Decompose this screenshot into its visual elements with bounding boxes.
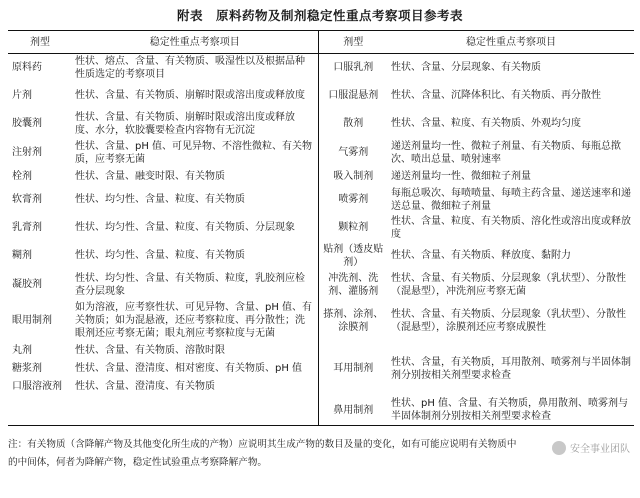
table-title: 附表 原料药物及制剂稳定性重点考察项目参考表 (176, 8, 463, 23)
table-row (8, 82, 634, 110)
dosage-form: 喷雾剂 (338, 194, 369, 205)
dosage-form: 注射剂 (12, 147, 42, 158)
dosage-form: 散剂 (343, 118, 364, 129)
test-items: 如为溶液，应考察性状、可见异物、含量、pH 值、有关物质；如为混悬液，还应考察粒度、再分散性；洗眼剂还应考察无菌；眼丸剂应考察粒度与无菌 (72, 300, 318, 342)
watermark (552, 440, 630, 455)
table-row (8, 396, 634, 426)
dosage-form: 口服混悬剂 (328, 90, 379, 101)
dosage-form: 鼻用制剂 (333, 404, 374, 416)
test-items: 性状、含量、有关物质、崩解时限或溶出度或释放度 (72, 82, 318, 110)
dosage-form: 贴剂（透皮贴剂） (323, 243, 384, 268)
header-right-type: 剂型 (318, 31, 388, 54)
watermark-logo-icon (552, 441, 566, 455)
dosage-form: 口服溶液剂 (12, 381, 62, 392)
dosage-form: 搽剂、涂剂、涂膜剂 (323, 308, 384, 333)
test-items: 性状、含量、有关物质、释放度、黏附力 (391, 250, 571, 261)
dosage-form: 口服乳剂 (333, 62, 374, 74)
dosage-form: 气雾剂 (338, 147, 369, 158)
test-items: 性状、均匀性、含量、有关物质、粒度，乳胶剂应检查分层现象 (72, 270, 318, 300)
dosage-form: 颗粒剂 (338, 222, 369, 233)
test-items: 每瓶总吸次、每喷喷量、每喷主药含量、递送速率和递送总量、微细粒子剂量 (391, 187, 631, 212)
test-items: 性状、含量、澄清度、有关物质 (72, 378, 318, 396)
test-items: 性状、含量、有关物质、崩解时限或溶出度或释放度、水分，软胶囊要检查内容物有无沉淀 (72, 110, 318, 138)
test-items: 性状、含量、粒度、有关物质、外观均匀度 (391, 118, 581, 129)
dosage-form: 凝胶剂 (12, 279, 42, 290)
header-left-type: 剂型 (8, 31, 72, 54)
test-items: 性状、含量、融变时限、有关物质 (72, 168, 318, 186)
dosage-form: 耳用制剂 (333, 363, 374, 374)
dosage-form: 吸入制剂 (333, 171, 374, 182)
table-row (8, 54, 634, 82)
table-footnote (8, 436, 634, 472)
dosage-form: 眼用制剂 (12, 315, 52, 326)
test-items: 递送剂量均一性、微细粒子剂量 (391, 171, 531, 182)
dosage-form: 片剂 (12, 90, 32, 101)
dosage-form: 软膏剂 (12, 194, 42, 205)
test-items: 性状、均匀性、含量、粒度、有关物质 (72, 242, 318, 270)
test-items: 性状、含量，有关物质，耳用散剂、喷雾剂与半固体制剂分别按相关剂型要求检查 (391, 356, 631, 381)
test-items: 性状、含量、有关物质、分层现象（乳状型）、分散性（混悬型），涂膜剂还应考察成膜性 (391, 308, 626, 333)
dosage-form: 原料药 (12, 62, 42, 74)
table-row (8, 138, 634, 168)
test-items: 性状、均匀性、含量、粒度、有关物质 (72, 186, 318, 214)
table-row (8, 110, 634, 138)
test-items: 性状、含量、分层现象、有关物质 (391, 62, 541, 74)
watermark-text: 安全事业团队 (570, 444, 630, 455)
dosage-form: 乳膏剂 (12, 222, 42, 233)
test-items: 性状、pH 值、含量、有关物质，鼻用散剂、喷雾剂与半固体制剂分别按相关剂型要求检查 (391, 398, 629, 423)
test-items: 性状、均匀性、含量、粒度、有关物质、分层现象 (72, 214, 318, 242)
table-row (8, 300, 634, 342)
test-items: 性状、含量、澄清度、相对密度、有关物质、pH 值 (72, 360, 318, 378)
table-row (8, 214, 634, 242)
footnote-line-1: 注：有关物质（含降解产物及其他变化所生成的产物）应说明其生成产物的数目及量的变化，如有可能应说明有关物质中 (8, 439, 517, 450)
test-items: 性状、熔点、含量、有关物质、吸湿性以及根据品种性质选定的考察项目 (72, 54, 318, 82)
table-row (8, 342, 634, 360)
header-left-items: 稳定性重点考察项目 (72, 31, 318, 54)
dosage-form: 糖浆剂 (12, 363, 42, 374)
dosage-form: 冲洗剂、洗剂、灌肠剂 (328, 272, 379, 297)
test-items: 性状、含量、有关物质、溶散时限 (72, 342, 318, 360)
dosage-form: 糊剂 (12, 250, 32, 261)
table-row (8, 270, 634, 300)
dosage-form: 丸剂 (12, 345, 32, 356)
dosage-form: 胶囊剂 (12, 118, 42, 129)
table-header-row (8, 31, 634, 54)
test-items: 性状、含量、粒度、有关物质、溶化性或溶出度或释放度 (391, 215, 631, 240)
footnote-line-2: 的中间体，何者为降解产物，稳定性试验重点考察降解产物。 (8, 457, 268, 468)
header-right-items: 稳定性重点考察项目 (388, 31, 634, 54)
table-row (8, 186, 634, 214)
table-row (8, 242, 634, 270)
table-row (8, 168, 634, 186)
test-items: 性状、含量、沉降体积比、有关物质、再分散性 (391, 90, 601, 101)
test-items: 递送剂量均一性、微粒子剂量、有关物质、每瓶总揿次、喷出总量、喷射速率 (391, 140, 621, 165)
stability-reference-table (8, 30, 634, 426)
dosage-form: 栓剂 (12, 171, 32, 182)
test-items: 性状、含量、pH 值、可见异物、不溶性微粒、有关物质，应考察无菌 (72, 138, 318, 168)
test-items: 性状、含量、有关物质、分层现象（乳状型）、分散性（混悬型），冲洗剂应考察无菌 (391, 272, 626, 297)
